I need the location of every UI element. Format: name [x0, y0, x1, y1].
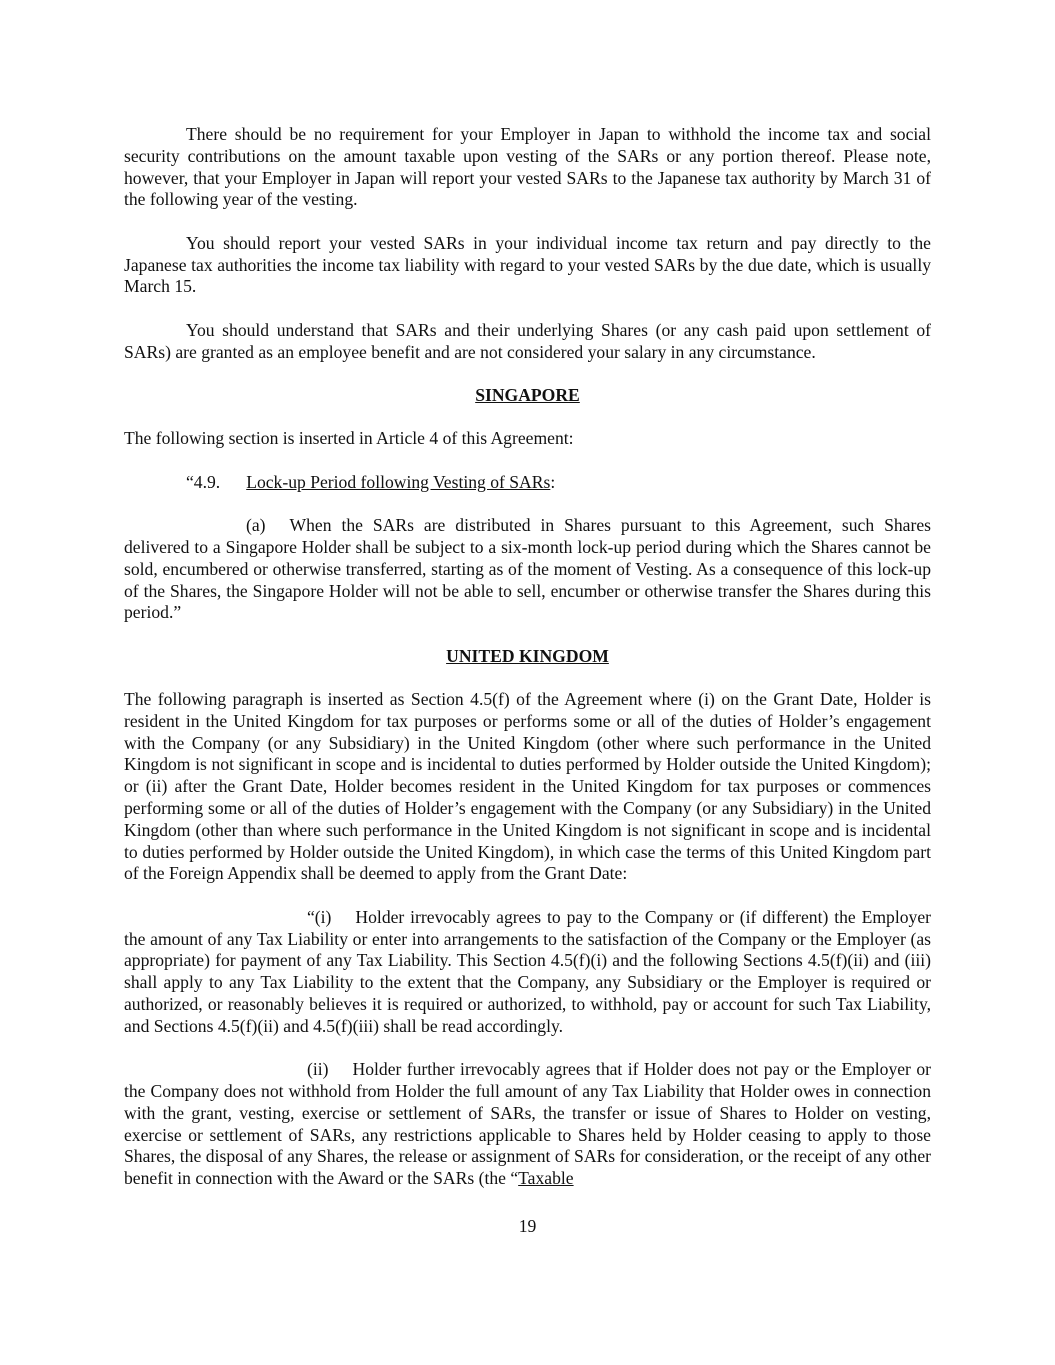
singapore-section-title-line — [124, 472, 931, 494]
singapore-section-title: Lock-up Period following Vesting of SARs — [246, 471, 551, 492]
uk-clause-ii-text: Holder further irrevocably agrees that if Holder does not pay or the Employer or the Company does not withhold from Holder the full amount of any Tax Liability that Holder owes in connection with the grant, vesting, exercise or settlement of SARs, the transfer or issue of Shares to Holder on vesting, exercise or settlement of SARs, any restrictions applicable to Shares held by Holder ceasing to apply to those Shares, the disposal of any Shares, the release or assignment of SARs for consideration, or the receipt of any other benefit in connection with the Award or the SARs (the “ — [124, 1059, 931, 1189]
singapore-clause-a — [124, 515, 931, 624]
uk-clause-ii — [124, 1059, 931, 1190]
uk-clause-i — [124, 907, 931, 1038]
section-heading-singapore: SINGAPORE — [475, 384, 580, 405]
japan-paragraph-reporting: You should report your vested SARs in your individual income tax return and pay directly to the Japanese tax authorities the income tax liability with regard to your vested SARs by the due date, which is usually March 15. — [124, 232, 931, 297]
section-heading-united-kingdom: UNITED KINGDOM — [446, 645, 609, 666]
uk-clause-i-label: “(i) — [307, 906, 332, 927]
uk-clause-ii-label: (ii) — [307, 1059, 329, 1080]
uk-clause-i-text: Holder irrevocably agrees to pay to the Company or (if different) the Employer the amount of any Tax Liability or enter into arrangements to the satisfaction of the Company or the Employer (as appropriate) for payment of any Tax Liability. This Section 4.5(f)(i) and the following Sections 4.5(f)(ii) and (iii) shall apply to any Tax Liability to the extent that the Company, any Subsidiary or the Employer is required or authorized, or reasonably believes it is required or authorized, to withhold, pay or account for such Tax Liability, and Sections 4.5(f)(ii) and 4.5(f)(iii) shall be read accordingly. — [124, 906, 931, 1036]
japan-paragraph-withholding: There should be no requirement for your Employer in Japan to withhold the income tax and social security contributions on the amount taxable upon vesting of the SARs or any portion thereof. Please note, however, that your Employer in Japan will report your vested SARs to the Japanese tax authority by March 31 of the following year of the vesting. — [124, 124, 931, 210]
uk-intro: The following paragraph is inserted as Section 4.5(f) of the Agreement where (i) on the Grant Date, Holder is resident in the United Kingdom for tax purposes or performs some or all of the duties of Holder’s engagement with the Company (or any Subsidiary) in the United Kingdom (other where such performance in the United Kingdom is not significant in scope and is incidental to duties performed by Holder outside the United Kingdom); or (ii) after the Grant Date, Holder becomes resident in the United Kingdom for tax purposes or commences performing some or all of the duties of Holder’s engagement with the Company (or any Subsidiary) in the United Kingdom (other than where such performance in the United Kingdom is not significant in scope and is incidental to duties performed by Holder outside the United Kingdom), in which case the terms of this United Kingdom part of the Foreign Appendix shall be deemed to apply from the Grant Date: — [124, 689, 931, 884]
page-number: 19 — [518, 1216, 537, 1236]
singapore-section-number: “4.9. — [186, 471, 221, 492]
singapore-clause-a-text: When the SARs are distributed in Shares pursuant to this Agreement, such Shares delivered to a Singapore Holder shall be subject to a six-month lock-up period during which the Shares cannot be sold, encumbered or otherwise transferred, starting as of the moment of Vesting. As a consequence of this lock-up of the Shares, the Singapore Holder will not be able to sell, encumber or otherwise transfer the Shares during this period.” — [124, 515, 931, 623]
japan-paragraph-employee-benefit: You should understand that SARs and their underlying Shares (or any cash paid upon settlement of SARs) are granted as an employee benefit and are not considered your salary in any circumstance. — [124, 319, 931, 362]
singapore-intro: The following section is inserted in Article 4 of this Agreement: — [124, 428, 574, 449]
uk-clause-ii-defined-term: Taxable — [518, 1168, 574, 1189]
singapore-section-colon: : — [550, 471, 556, 492]
document-page — [124, 124, 931, 1190]
singapore-clause-a-label: (a) — [246, 515, 266, 536]
